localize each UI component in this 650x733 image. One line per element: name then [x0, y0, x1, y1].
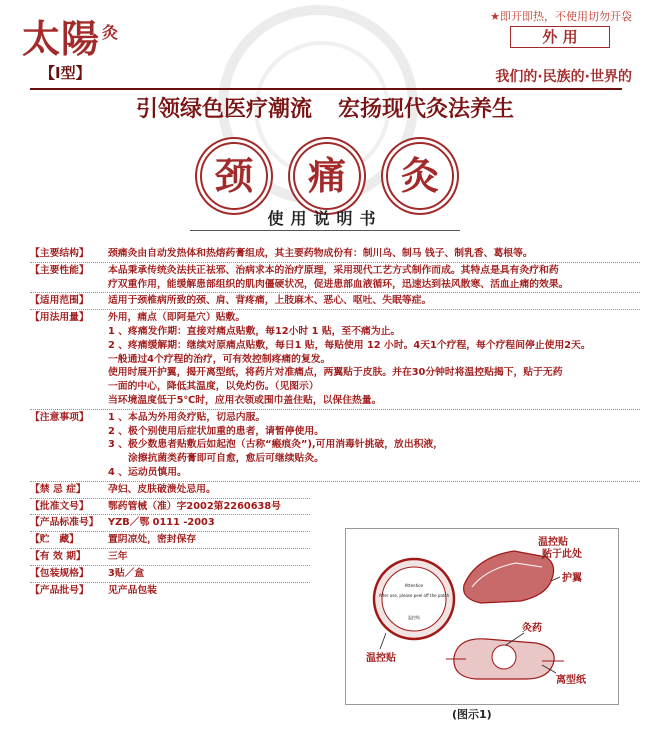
row-standard: 【产品标准号】 YZB／鄂 0111 -2003	[30, 517, 215, 529]
row-package: 【包装规格】 3贴／盒	[30, 567, 145, 579]
usage-line-3: 2 、疼痛缓解期：继续对原痛点贴敷，每日1 贴，每贴使用 12 小时。4天1个疗程，每个疗程间停止使用2天。	[108, 339, 591, 351]
temp-patch-illustration	[374, 559, 454, 639]
sticker-footer: 温控贴	[408, 615, 420, 620]
label-moxa: 灸药	[522, 623, 542, 634]
row-usage: 【用法用量】 外用，痛点（即阿是穴）贴敷。	[30, 312, 246, 324]
row-precautions: 【注意事项】 1 、本品为外用灸疗贴，切忌内服。	[30, 411, 266, 423]
row-composition: 【主要结构】 颈痛灸由自动发热体和热熔药膏组成，其主要药物成份有：制川乌、制马 钱子、制乳香、葛根等。	[30, 248, 533, 259]
release-paper-illustration	[446, 633, 564, 679]
usage-diagram-svg	[346, 529, 618, 704]
document-subtitle: 使用说明书	[267, 209, 383, 228]
title-char-2: 痛	[293, 142, 361, 210]
row-storage: 【贮 藏】 置阴凉处，密封保存	[30, 534, 197, 546]
precaution-4: 4 、运动员慎用。	[108, 466, 187, 478]
usage-diagram	[345, 528, 619, 705]
sticker-body: After use, please peel off the patch	[378, 593, 450, 598]
row-approval: 【批准文号】 鄂药管械（准）字2002第2260638号	[30, 500, 281, 512]
row-contraindications: 【禁 忌 症】 孕妇、皮肤破溃处忌用。	[30, 483, 216, 495]
usage-line-7: 当环境温度低于5℃时，应用衣领或围巾盖住贴，以保住热量。	[108, 394, 382, 406]
precaution-3: 3 、极少数患者贴敷后如起泡（古称“瘢痕灸”),可用消毒针挑破，放出积液，	[108, 439, 444, 451]
external-use-badge: 外 用	[510, 26, 610, 48]
header-divider	[30, 88, 622, 90]
row-batch: 【产品批号】 见产品包装	[30, 584, 157, 596]
label-stick-here: 贴于此处	[542, 549, 582, 560]
figure-caption: (图示1)	[452, 708, 492, 721]
usage-line-2: 1 、疼痛发作期：直接对痛点贴敷，每12小时 1 贴，至不痛为止。	[108, 325, 401, 337]
model-tag: 【Ⅰ型】	[40, 64, 91, 82]
properties-line-2: 疗双重作用，能缓解患部组织的肌肉僵硬状况，促进患部血液循环，迅速达到祛风散寒、活血止痛的效果。	[108, 278, 569, 290]
title-char-1: 颈	[200, 142, 268, 210]
usage-line-4: 一般通过4个疗程的治疗，可有效控制疼痛的复发。	[108, 353, 331, 365]
slogan: 我们的·民族的·世界的	[495, 69, 632, 85]
usage-line-6: 一面的中心，降低其温度，以免灼伤。（见图示）	[108, 381, 319, 393]
label-temp-patch-here: 温控贴	[538, 537, 568, 548]
usage-line-5: 使用时展开护翼，揭开离型纸，将药片对准痛点，两翼贴于皮肤。并在30分钟时将温控贴揭下，贴于无药	[108, 367, 563, 379]
row-properties: 【主要性能】 本品秉承传统灸法扶正祛邪、治病求本的治疗原理，采用现代工艺方式制作而成。其特点是具有灸疗和药	[30, 264, 559, 276]
precaution-2: 2 、极个别使用后症状加重的患者，请暂停使用。	[108, 425, 324, 437]
tagline: 引领绿色医疗潮流 宏扬现代灸法养生	[135, 96, 515, 122]
brand-logo: 太陽 $^灸$	[22, 16, 120, 61]
sticker-title: Attention	[404, 583, 424, 588]
precaution-3b: 涂擦抗菌类药膏即可自愈，愈后可继续贴灸。	[128, 453, 324, 465]
open-warning: ★即开即热，不使用切勿开袋	[490, 10, 632, 23]
row-validity: 【有 效 期】 三年	[30, 550, 128, 562]
label-release-paper: 离型纸	[556, 675, 586, 686]
label-wing: 护翼	[562, 573, 582, 584]
label-temp-patch: 温控贴	[366, 653, 396, 664]
row-indications: 【适用范围】 适用于颈椎病所致的颈、肩、背疼痛，上肢麻木、恶心、呕吐、失眠等症。	[30, 295, 432, 307]
title-char-3: 灸	[386, 142, 454, 210]
subtitle-underline	[190, 230, 460, 231]
